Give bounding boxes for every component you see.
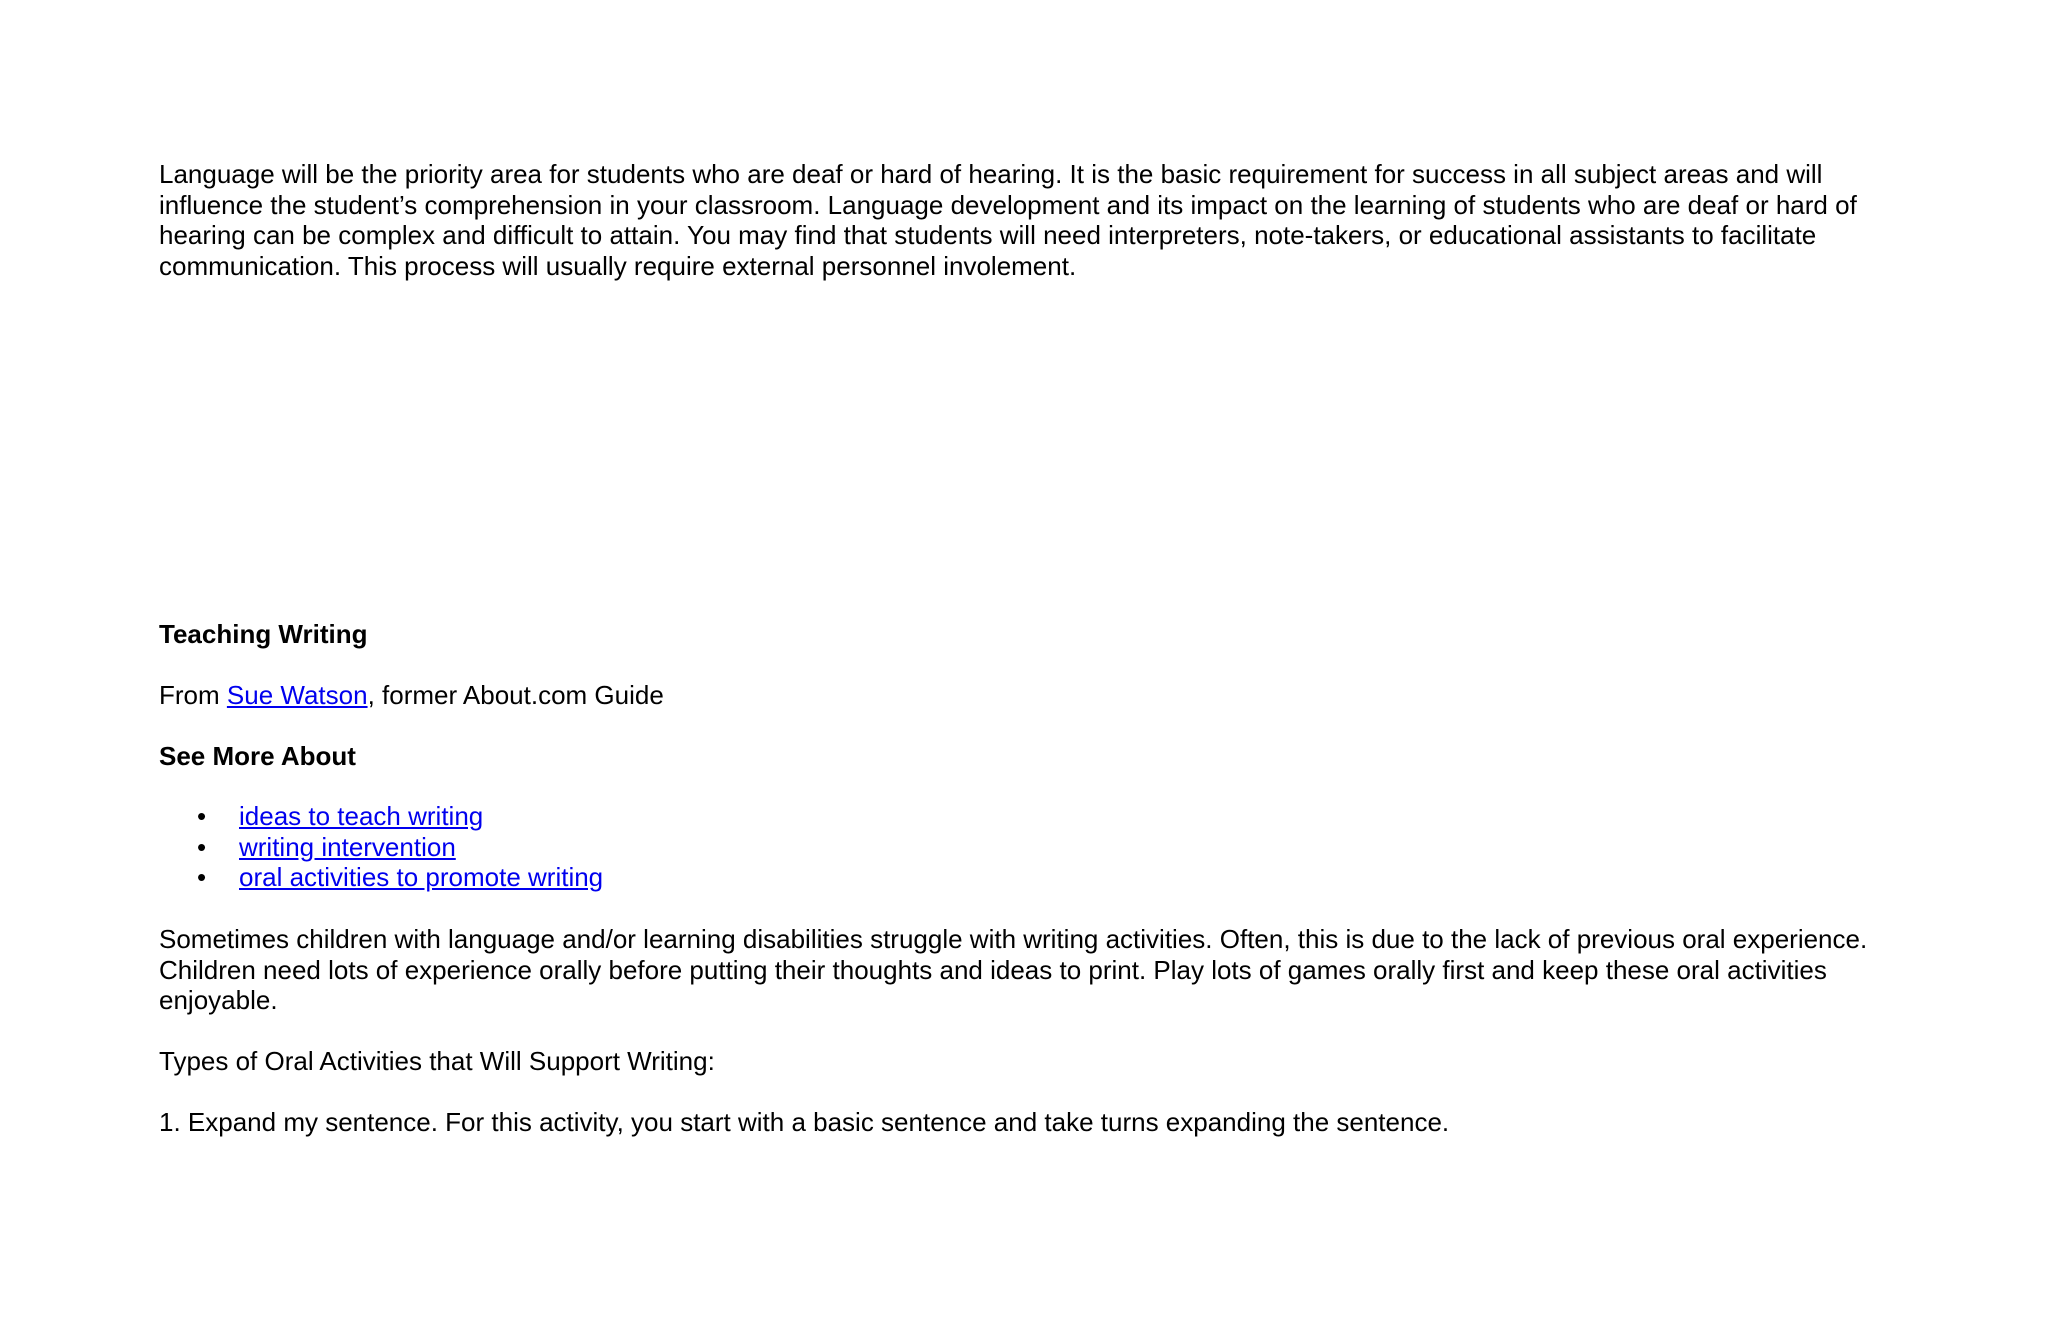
byline-suffix: , former About.com Guide — [367, 680, 664, 710]
list-item — [159, 801, 1919, 832]
intro-paragraph: Language will be the priority area for students who are deaf or hard of hearing. It is the basic requirement for success in all subject areas and will influence the student’s comprehension in your classroom. Language development and its impact on the learning of students who are deaf or hard of hearing can be complex and difficult to attain. You may find that students will need interpreters, note-takers, or educational assistants to facilitate communication. This process will usually require external personnel involement. — [159, 159, 1857, 281]
struggle-paragraph: Sometimes children with language and/or learning disabilities struggle with writing activities. Often, this is due to the lack of previous oral experience. Children need lots of experience orally before putting their thoughts and ideas to print. Play lots of games orally first and keep these oral activities enjoyable. — [159, 924, 1868, 1015]
list-item — [159, 832, 1919, 863]
byline-prefix: From — [159, 680, 227, 710]
see-more-heading: See More About — [159, 741, 356, 771]
section-title: Teaching Writing — [159, 619, 368, 649]
activity-item-1: 1. Expand my sentence. For this activity, you start with a basic sentence and take turns expanding the sentence. — [159, 1107, 1450, 1137]
bullet-icon: • — [197, 862, 207, 892]
link-writing-intervention[interactable]: writing intervention — [239, 831, 456, 862]
link-ideas-to-teach-writing[interactable]: ideas to teach writing — [239, 801, 484, 831]
author-link[interactable]: Sue Watson — [226, 680, 368, 710]
byline — [159, 680, 1919, 711]
bullet-icon: • — [197, 801, 207, 831]
see-more-list — [159, 801, 1919, 893]
bullet-icon: • — [197, 831, 207, 862]
link-oral-activities[interactable]: oral activities to promote writing — [239, 862, 604, 892]
list-item — [159, 862, 1919, 893]
types-heading: Types of Oral Activities that Will Support Writing: — [159, 1046, 715, 1076]
